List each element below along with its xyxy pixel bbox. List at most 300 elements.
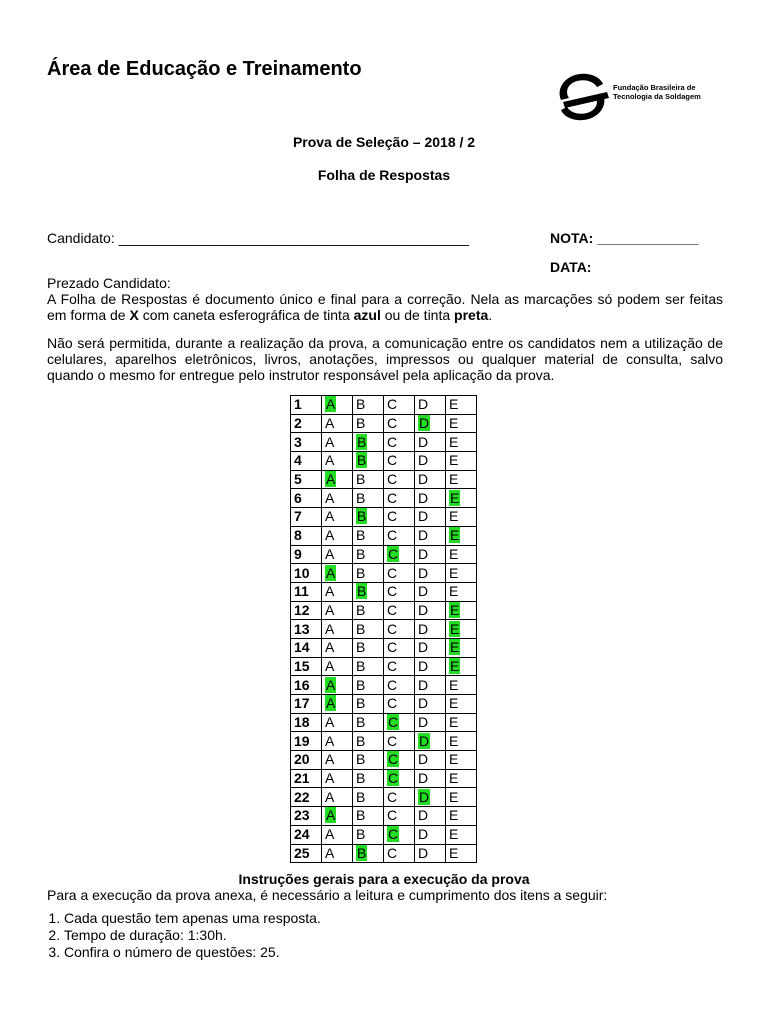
answer-row xyxy=(291,751,477,770)
option-letter: C xyxy=(387,564,398,581)
option-c xyxy=(384,508,415,527)
option-e xyxy=(446,452,477,471)
option-letter: A xyxy=(325,489,335,506)
option-c xyxy=(384,713,415,732)
question-number: 22 xyxy=(291,788,322,807)
option-a xyxy=(322,751,353,770)
logo-line-1: Fundação Brasileira de xyxy=(613,83,696,92)
answer-table xyxy=(290,395,477,863)
option-letter: E xyxy=(449,415,459,432)
marked-answer: A xyxy=(326,676,336,693)
option-d xyxy=(415,414,446,433)
marked-answer: A xyxy=(326,471,336,488)
answer-row xyxy=(291,414,477,433)
option-e xyxy=(446,788,477,807)
instruction-item: 1. Cada questão tem apenas uma resposta. xyxy=(64,910,321,927)
question-number: 24 xyxy=(291,825,322,844)
instruction-item: 3. Confira o número de questões: 25. xyxy=(64,944,321,961)
option-letter: D xyxy=(418,770,429,787)
option-c xyxy=(384,620,415,639)
exam-name: Prova de Seleção – 2018 / 2 xyxy=(292,134,476,150)
option-c xyxy=(384,732,415,751)
option-b xyxy=(353,564,384,583)
option-letter: D xyxy=(418,751,429,768)
answer-row xyxy=(291,638,477,657)
option-e xyxy=(446,564,477,583)
option-letter: E xyxy=(449,732,459,749)
answer-row xyxy=(291,545,477,564)
option-b xyxy=(353,433,384,452)
answer-row xyxy=(291,844,477,863)
option-b xyxy=(353,713,384,732)
marked-answer: C xyxy=(388,714,399,731)
option-letter: D xyxy=(418,807,429,824)
option-e xyxy=(446,807,477,826)
option-letter: C xyxy=(387,844,398,861)
answer-row xyxy=(291,601,477,620)
option-e xyxy=(446,676,477,695)
option-a xyxy=(322,526,353,545)
option-e xyxy=(446,545,477,564)
question-number: 15 xyxy=(291,657,322,676)
marked-answer: C xyxy=(388,826,399,843)
option-letter: D xyxy=(418,844,429,861)
option-letter: B xyxy=(356,826,366,843)
intro-paragraph-2: Não será permitida, durante a realização da prova, a comunicação entre os candidatos nem a utilização de celulares, aparelhos eletrônicos, livros, anotações, impressos ou qualquer material de consulta, salvo quando o mesmo for entregue pelo instrutor responsável pela aplicação da prova. xyxy=(47,335,723,383)
option-letter: B xyxy=(356,695,366,712)
option-d xyxy=(415,433,446,452)
option-b xyxy=(353,844,384,863)
option-letter: B xyxy=(356,732,366,749)
marked-answer: B xyxy=(357,433,367,450)
answer-row xyxy=(291,695,477,714)
option-letter: C xyxy=(387,620,398,637)
option-a xyxy=(322,825,353,844)
option-e xyxy=(446,638,477,657)
answer-row xyxy=(291,713,477,732)
sheet-title: Folha de Respostas xyxy=(317,167,451,183)
question-number: 7 xyxy=(291,508,322,527)
option-letter: D xyxy=(418,508,429,525)
option-letter: B xyxy=(356,657,366,674)
option-c xyxy=(384,825,415,844)
option-letter: A xyxy=(325,657,335,674)
option-e xyxy=(446,713,477,732)
option-letter: E xyxy=(449,564,459,581)
option-letter: B xyxy=(356,807,366,824)
option-letter: C xyxy=(387,807,398,824)
option-b xyxy=(353,807,384,826)
option-e xyxy=(446,601,477,620)
answer-row xyxy=(291,676,477,695)
question-number: 20 xyxy=(291,751,322,770)
question-number: 23 xyxy=(291,807,322,826)
option-letter: C xyxy=(387,508,398,525)
grade-field: NOTA: _____________ xyxy=(550,230,699,246)
option-letter: A xyxy=(325,751,335,768)
option-b xyxy=(353,825,384,844)
option-letter: D xyxy=(418,452,429,469)
option-d xyxy=(415,470,446,489)
option-c xyxy=(384,545,415,564)
answer-row xyxy=(291,657,477,676)
question-number: 18 xyxy=(291,713,322,732)
option-c xyxy=(384,788,415,807)
option-b xyxy=(353,676,384,695)
option-e xyxy=(446,769,477,788)
option-letter: A xyxy=(325,527,335,544)
option-c xyxy=(384,601,415,620)
option-d xyxy=(415,713,446,732)
option-letter: C xyxy=(387,639,398,656)
question-number: 11 xyxy=(291,582,322,601)
option-b xyxy=(353,751,384,770)
option-letter: B xyxy=(356,489,366,506)
option-e xyxy=(446,751,477,770)
option-e xyxy=(446,396,477,415)
option-letter: A xyxy=(325,714,335,731)
option-a xyxy=(322,657,353,676)
option-d xyxy=(415,825,446,844)
option-letter: A xyxy=(325,620,335,637)
question-number: 21 xyxy=(291,769,322,788)
answer-row xyxy=(291,769,477,788)
option-c xyxy=(384,695,415,714)
instruction-item: 2. Tempo de duração: 1:30h. xyxy=(64,927,321,944)
option-a xyxy=(322,620,353,639)
option-letter: E xyxy=(449,471,459,488)
option-letter: A xyxy=(325,601,335,618)
candidate-field: Candidato: _____________________________________________ xyxy=(47,230,469,246)
option-letter: D xyxy=(418,583,429,600)
option-letter: C xyxy=(387,471,398,488)
option-c xyxy=(384,396,415,415)
option-d xyxy=(415,676,446,695)
option-letter: D xyxy=(418,527,429,544)
option-letter: D xyxy=(418,433,429,450)
option-letter: D xyxy=(418,396,429,413)
option-letter: C xyxy=(387,601,398,618)
option-letter: B xyxy=(356,788,366,805)
option-a xyxy=(322,676,353,695)
option-c xyxy=(384,489,415,508)
greeting: Prezado Candidato: xyxy=(47,275,171,291)
option-letter: C xyxy=(387,695,398,712)
option-c xyxy=(384,414,415,433)
option-letter: A xyxy=(325,583,335,600)
option-b xyxy=(353,601,384,620)
answer-row xyxy=(291,807,477,826)
option-letter: A xyxy=(325,788,335,805)
option-letter: E xyxy=(449,844,459,861)
option-c xyxy=(384,657,415,676)
option-c xyxy=(384,807,415,826)
option-e xyxy=(446,414,477,433)
option-d xyxy=(415,396,446,415)
option-letter: A xyxy=(325,415,335,432)
option-a xyxy=(322,601,353,620)
option-letter: C xyxy=(387,732,398,749)
marked-answer: A xyxy=(326,695,336,712)
option-letter: B xyxy=(356,751,366,768)
option-d xyxy=(415,788,446,807)
option-letter: A xyxy=(325,452,335,469)
option-d xyxy=(415,844,446,863)
option-letter: C xyxy=(387,676,398,693)
answer-row xyxy=(291,489,477,508)
question-number: 2 xyxy=(291,414,322,433)
option-b xyxy=(353,620,384,639)
option-letter: E xyxy=(449,770,459,787)
intro-paragraph-1: A Folha de Respostas é documento único e final para a correção. Nela as marcações só podem ser feitas em forma de X com caneta esferográfica de tinta azul ou de tinta preta. xyxy=(47,291,723,323)
option-letter: E xyxy=(449,751,459,768)
marked-answer: A xyxy=(326,807,336,824)
question-number: 16 xyxy=(291,676,322,695)
marked-answer: C xyxy=(388,545,399,562)
option-letter: C xyxy=(387,433,398,450)
option-letter: B xyxy=(356,415,366,432)
option-letter: C xyxy=(387,583,398,600)
question-number: 6 xyxy=(291,489,322,508)
option-c xyxy=(384,638,415,657)
marked-answer: C xyxy=(388,751,399,768)
option-c xyxy=(384,751,415,770)
option-letter: E xyxy=(449,545,459,562)
answer-row xyxy=(291,732,477,751)
option-a xyxy=(322,695,353,714)
option-letter: D xyxy=(418,695,429,712)
marked-answer: C xyxy=(388,770,399,787)
answer-row xyxy=(291,788,477,807)
option-b xyxy=(353,414,384,433)
option-b xyxy=(353,657,384,676)
answer-row xyxy=(291,620,477,639)
option-d xyxy=(415,751,446,770)
option-letter: B xyxy=(356,676,366,693)
option-d xyxy=(415,545,446,564)
question-number: 5 xyxy=(291,470,322,489)
instructions-intro: Para a execução da prova anexa, é necessário a leitura e cumprimento dos itens a seguir: xyxy=(47,887,608,903)
option-letter: D xyxy=(418,657,429,674)
option-e xyxy=(446,526,477,545)
option-letter: E xyxy=(449,433,459,450)
option-letter: E xyxy=(449,396,459,413)
option-letter: D xyxy=(418,471,429,488)
instructions-heading: Instruções gerais para a execução da prova xyxy=(238,871,530,887)
marked-answer: B xyxy=(357,844,367,861)
option-letter: B xyxy=(356,770,366,787)
option-e xyxy=(446,732,477,751)
option-letter: D xyxy=(418,676,429,693)
option-a xyxy=(322,564,353,583)
option-a xyxy=(322,545,353,564)
option-a xyxy=(322,396,353,415)
marked-answer: B xyxy=(357,452,367,469)
option-letter: D xyxy=(418,826,429,843)
option-letter: D xyxy=(418,564,429,581)
option-letter: B xyxy=(356,545,366,562)
question-number: 13 xyxy=(291,620,322,639)
option-letter: D xyxy=(418,601,429,618)
option-letter: C xyxy=(387,415,398,432)
marked-answer: E xyxy=(450,489,460,506)
option-letter: D xyxy=(418,545,429,562)
option-letter: D xyxy=(418,489,429,506)
option-a xyxy=(322,769,353,788)
marked-answer: D xyxy=(419,415,430,432)
marked-answer: D xyxy=(419,732,430,749)
option-c xyxy=(384,452,415,471)
option-letter: E xyxy=(449,676,459,693)
option-letter: E xyxy=(449,508,459,525)
option-b xyxy=(353,489,384,508)
option-d xyxy=(415,452,446,471)
option-e xyxy=(446,508,477,527)
option-d xyxy=(415,695,446,714)
option-letter: A xyxy=(325,545,335,562)
option-e xyxy=(446,489,477,508)
option-b xyxy=(353,470,384,489)
option-c xyxy=(384,470,415,489)
marked-answer: B xyxy=(357,583,367,600)
option-d xyxy=(415,564,446,583)
logo-line-2: Tecnologia da Soldagem xyxy=(613,92,701,101)
option-letter: C xyxy=(387,396,398,413)
option-e xyxy=(446,582,477,601)
option-d xyxy=(415,489,446,508)
answer-row xyxy=(291,508,477,527)
option-c xyxy=(384,676,415,695)
option-letter: C xyxy=(387,657,398,674)
option-a xyxy=(322,489,353,508)
option-letter: B xyxy=(356,396,366,413)
option-letter: A xyxy=(325,770,335,787)
question-number: 8 xyxy=(291,526,322,545)
option-letter: B xyxy=(356,620,366,637)
answer-row xyxy=(291,825,477,844)
option-e xyxy=(446,657,477,676)
option-letter: A xyxy=(325,639,335,656)
instructions-list xyxy=(47,910,321,961)
option-letter: E xyxy=(449,788,459,805)
answer-row xyxy=(291,470,477,489)
option-b xyxy=(353,769,384,788)
option-d xyxy=(415,807,446,826)
answer-row xyxy=(291,582,477,601)
marked-answer: E xyxy=(450,620,460,637)
answer-row xyxy=(291,433,477,452)
question-number: 3 xyxy=(291,433,322,452)
date-field: DATA: xyxy=(550,259,592,275)
question-number: 1 xyxy=(291,396,322,415)
option-b xyxy=(353,695,384,714)
option-letter: E xyxy=(449,807,459,824)
option-e xyxy=(446,825,477,844)
option-c xyxy=(384,844,415,863)
fbts-logo xyxy=(553,70,723,122)
marked-answer: A xyxy=(326,564,336,581)
option-letter: B xyxy=(356,639,366,656)
marked-answer: E xyxy=(450,639,460,656)
option-letter: A xyxy=(325,826,335,843)
option-d xyxy=(415,582,446,601)
option-letter: E xyxy=(449,583,459,600)
option-letter: B xyxy=(356,714,366,731)
option-d xyxy=(415,657,446,676)
option-a xyxy=(322,807,353,826)
option-c xyxy=(384,433,415,452)
option-a xyxy=(322,638,353,657)
option-letter: E xyxy=(449,452,459,469)
marked-answer: E xyxy=(450,657,460,674)
option-d xyxy=(415,601,446,620)
fbts-logo-icon xyxy=(553,70,611,122)
option-a xyxy=(322,582,353,601)
question-number: 4 xyxy=(291,452,322,471)
option-b xyxy=(353,638,384,657)
option-b xyxy=(353,526,384,545)
option-letter: D xyxy=(418,620,429,637)
marked-answer: E xyxy=(450,527,460,544)
option-letter: A xyxy=(325,732,335,749)
option-b xyxy=(353,732,384,751)
option-letter: C xyxy=(387,788,398,805)
option-d xyxy=(415,638,446,657)
option-d xyxy=(415,732,446,751)
option-a xyxy=(322,452,353,471)
question-number: 25 xyxy=(291,844,322,863)
question-number: 14 xyxy=(291,638,322,657)
option-letter: C xyxy=(387,489,398,506)
answer-row xyxy=(291,396,477,415)
option-e xyxy=(446,433,477,452)
answer-row xyxy=(291,452,477,471)
option-b xyxy=(353,582,384,601)
option-d xyxy=(415,620,446,639)
option-b xyxy=(353,788,384,807)
option-letter: B xyxy=(356,564,366,581)
question-number: 17 xyxy=(291,695,322,714)
option-letter: C xyxy=(387,527,398,544)
option-d xyxy=(415,508,446,527)
marked-answer: E xyxy=(450,601,460,618)
option-c xyxy=(384,564,415,583)
option-e xyxy=(446,470,477,489)
option-b xyxy=(353,508,384,527)
option-a xyxy=(322,414,353,433)
question-number: 10 xyxy=(291,564,322,583)
marked-answer: D xyxy=(419,788,430,805)
option-b xyxy=(353,452,384,471)
option-d xyxy=(415,769,446,788)
option-d xyxy=(415,526,446,545)
option-a xyxy=(322,844,353,863)
option-letter: B xyxy=(356,527,366,544)
option-a xyxy=(322,470,353,489)
option-e xyxy=(446,844,477,863)
option-letter: A xyxy=(325,844,335,861)
option-b xyxy=(353,396,384,415)
question-number: 19 xyxy=(291,732,322,751)
option-a xyxy=(322,732,353,751)
option-e xyxy=(446,695,477,714)
option-letter: C xyxy=(387,452,398,469)
page-title: Área de Educação e Treinamento xyxy=(47,58,362,80)
option-letter: D xyxy=(418,639,429,656)
option-letter: E xyxy=(449,695,459,712)
option-letter: E xyxy=(449,826,459,843)
option-a xyxy=(322,788,353,807)
